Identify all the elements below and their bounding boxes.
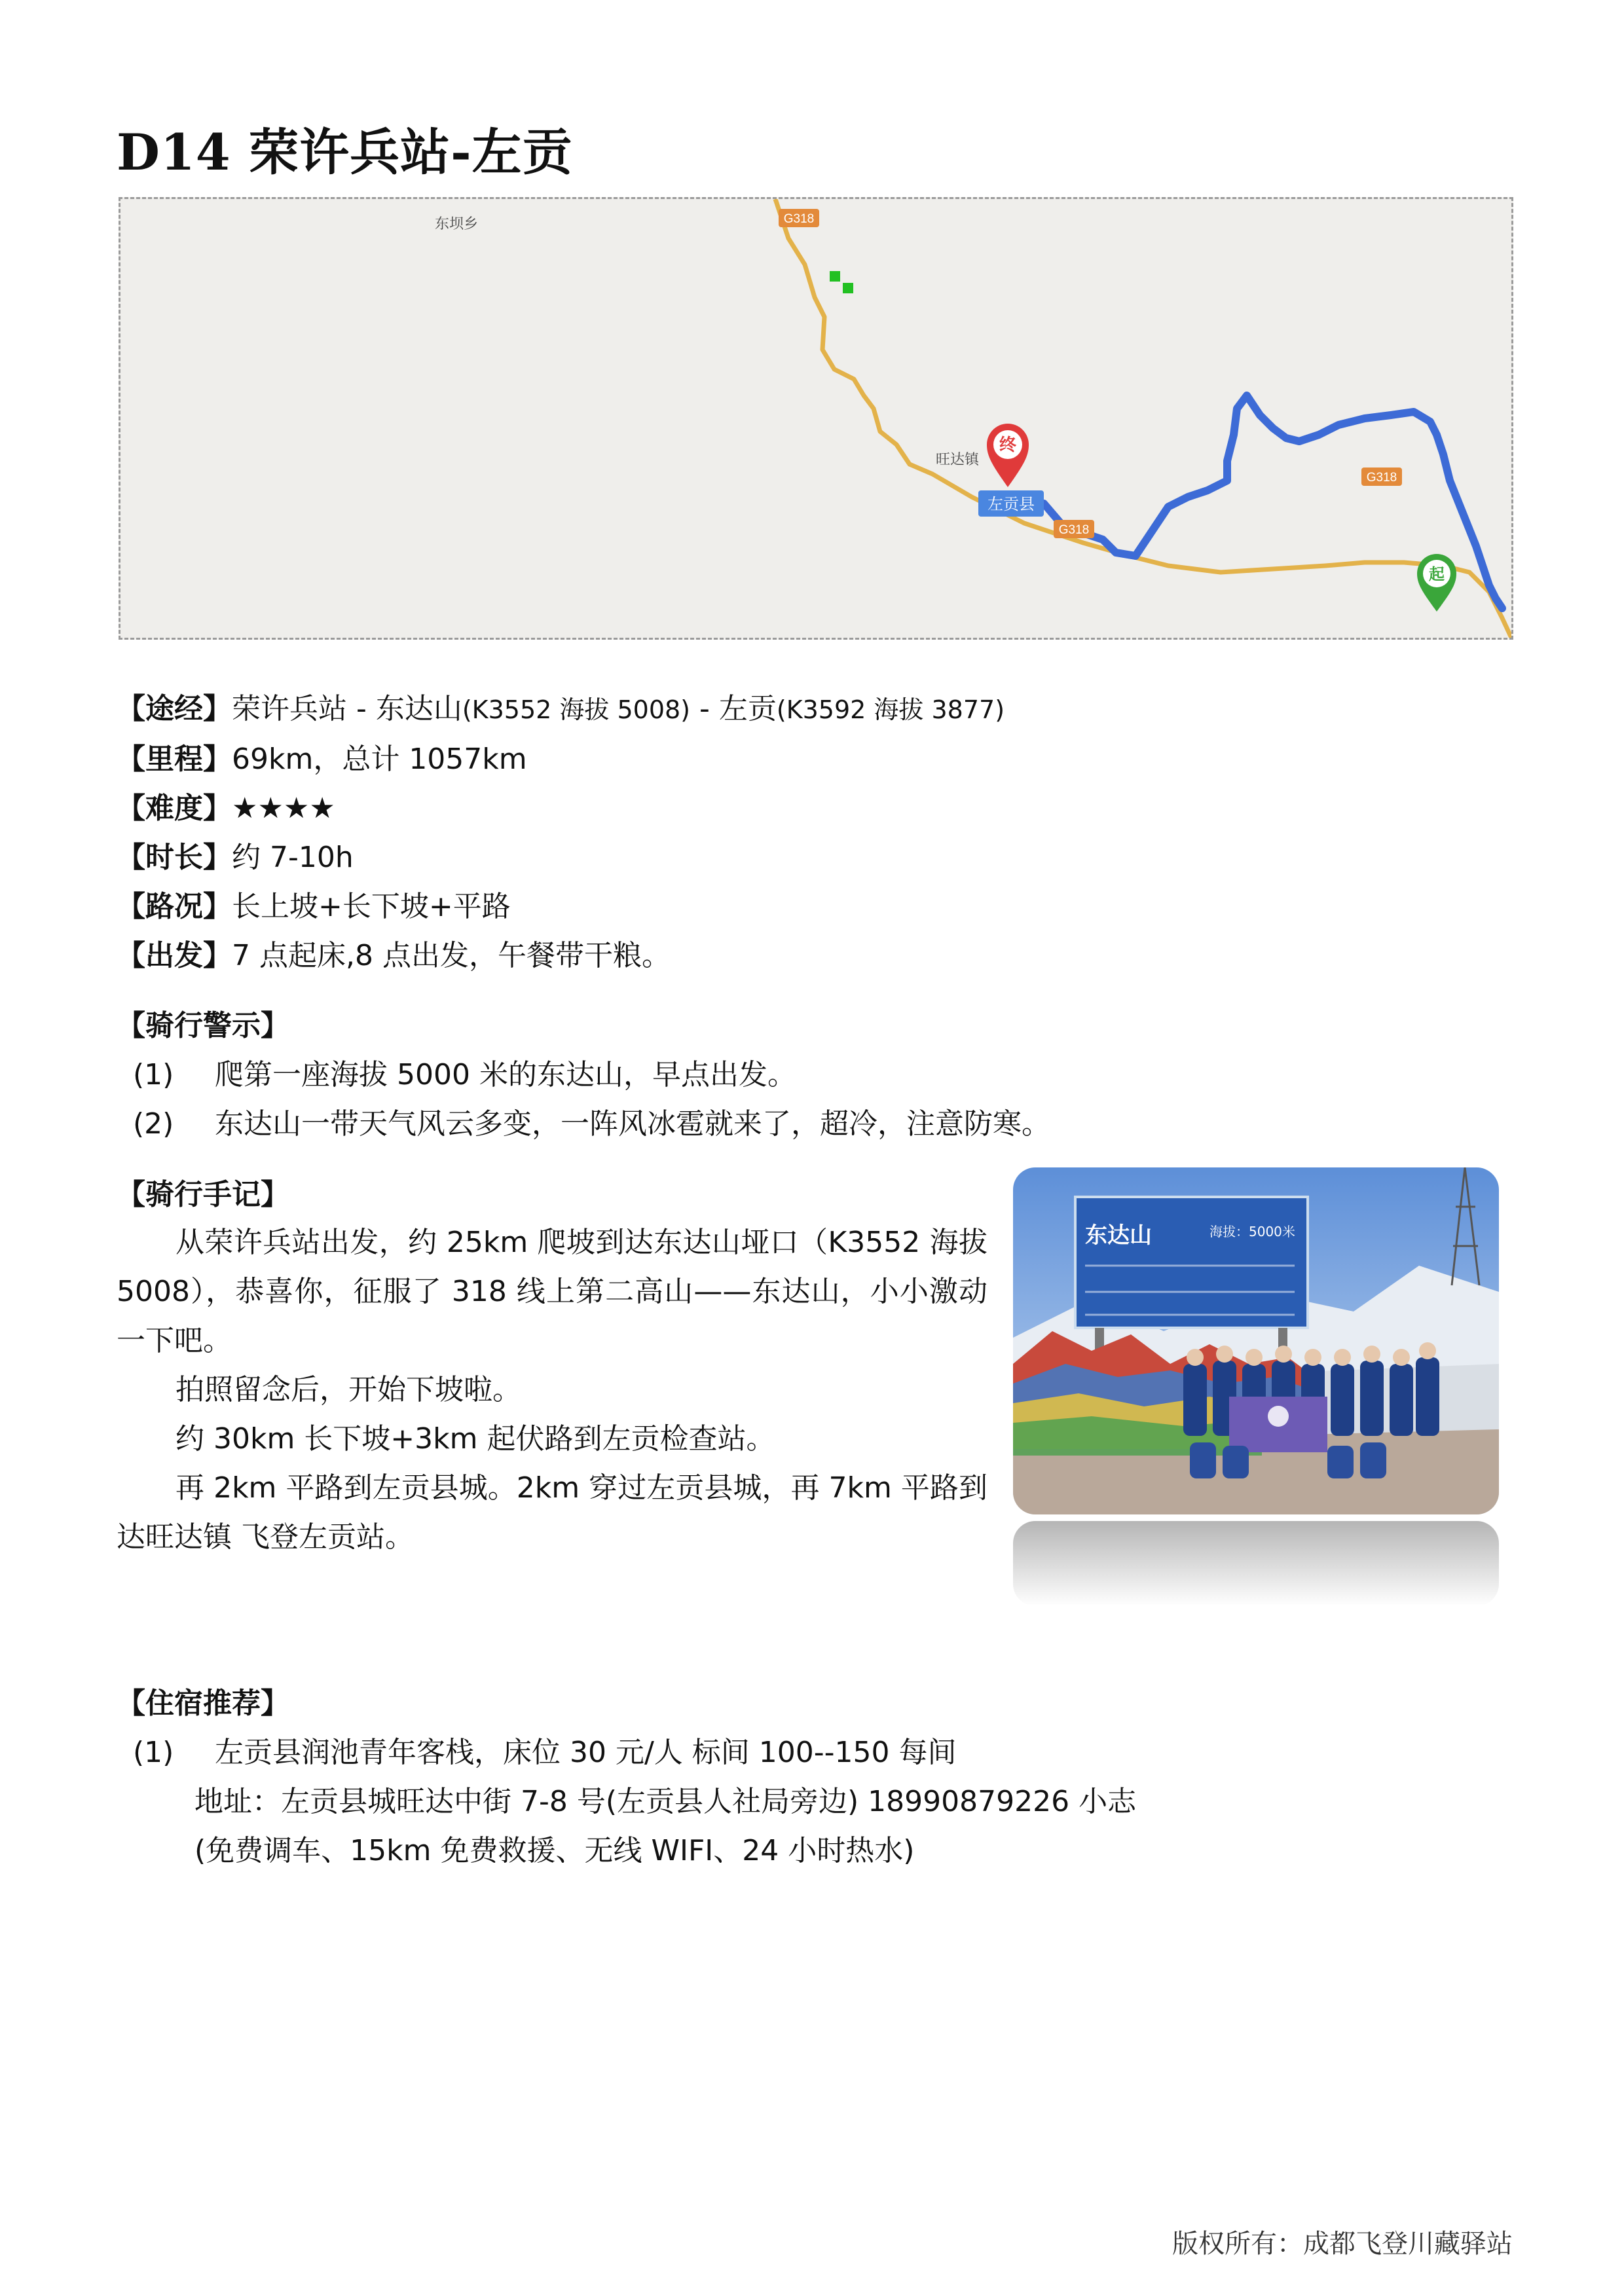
info-route-detail-2: (K3592 海拔 3877) — [776, 695, 1005, 724]
road-shield-bottom — [1054, 520, 1094, 538]
map-label-dongba: 东坝乡 — [435, 216, 479, 232]
warning-text: 爬第一座海拔 5000 米的东达山，早点出发。 — [215, 1058, 796, 1091]
lodging-item — [117, 1729, 956, 1770]
sign-altitude: 海拔：5000米 — [1209, 1224, 1295, 1239]
svg-text:G318: G318 — [1366, 471, 1397, 485]
info-duration-text: 约 7-10h — [232, 841, 354, 874]
copyright-footer: 版权所有：成都飞登川藏驿站 — [1172, 2229, 1513, 2259]
diary-paragraph: 约 30km 长下坡+3km 起伏路到左贡检查站。 — [175, 1422, 775, 1456]
info-distance-label: 【里程】 — [117, 743, 232, 776]
start-marker-icon[interactable] — [1417, 554, 1456, 612]
warning-text: 东达山一带天气风云多变，一阵风冰雹就来了，超冷，注意防寒。 — [215, 1107, 1050, 1141]
info-depart-text: 7 点起床,8 点出发，午餐带干粮。 — [232, 939, 671, 972]
sign-title: 东达山 — [1085, 1222, 1152, 1249]
info-route-mid: - 左贡 — [690, 692, 777, 725]
map-poi-marker — [843, 283, 853, 293]
info-route-text: 荣许兵站 - 东达山 — [232, 692, 462, 725]
diary-body — [117, 1218, 987, 1562]
svg-text:左贡县: 左贡县 — [987, 495, 1035, 513]
diary-paragraph: 从荣许兵站出发，约 25km 爬坡到达东达山垭口（K3552 海拔 5008），恭喜你，征服了 318 线上第二高山——东达山，小小激动一下吧。 — [117, 1226, 987, 1357]
info-road-label: 【路况】 — [117, 890, 232, 923]
warning-number: (2) — [133, 1107, 174, 1141]
diary-paragraph: 拍照留念后，开始下坡啦。 — [175, 1373, 521, 1406]
svg-text:终: 终 — [999, 435, 1017, 455]
warning-item — [117, 1051, 796, 1093]
photo-illustration — [1013, 1167, 1499, 1514]
map-poi-marker — [830, 271, 840, 282]
info-depart — [117, 931, 1005, 980]
lodging-services: (免费调车、15km 免费救援、无线 WIFI、24 小时热水) — [194, 1834, 915, 1867]
info-depart-label: 【出发】 — [117, 939, 232, 972]
svg-text:起: 起 — [1429, 565, 1445, 583]
map-label-wangda: 旺达镇 — [936, 452, 980, 468]
route-info — [117, 684, 1005, 980]
info-route — [117, 684, 1005, 735]
info-road — [117, 882, 1005, 931]
info-route-detail-1: (K3552 海拔 5008) — [462, 695, 691, 724]
info-route-label: 【途经】 — [117, 692, 232, 725]
photo-reflection — [1013, 1521, 1499, 1606]
info-difficulty — [117, 784, 1005, 833]
info-duration — [117, 833, 1005, 882]
route-map[interactable] — [119, 197, 1513, 640]
route-map-canvas — [120, 199, 1511, 638]
warnings-heading: 【骑行警示】 — [117, 1009, 289, 1042]
info-distance-text: 69km，总计 1057km — [232, 743, 527, 776]
group-photo — [1013, 1167, 1499, 1613]
diary-heading: 【骑行手记】 — [117, 1178, 289, 1211]
info-road-text: 长上坡+长下坡+平路 — [232, 890, 511, 923]
end-marker-icon[interactable] — [987, 424, 1029, 487]
info-difficulty-label: 【难度】 — [117, 792, 232, 825]
svg-text:G318: G318 — [783, 212, 815, 226]
info-distance — [117, 735, 1005, 784]
warning-item — [117, 1100, 1050, 1142]
lodging-name: 左贡县润池青年客栈，床位 30 元/人 标间 100--150 每间 — [215, 1736, 957, 1769]
group-photo-image — [1013, 1167, 1499, 1514]
map-label-zuogong — [978, 490, 1044, 517]
road-shield-right — [1361, 468, 1402, 486]
road-g318 — [775, 199, 1511, 638]
page-title: D14 荣许兵站-左贡 — [117, 123, 573, 181]
info-duration-label: 【时长】 — [117, 841, 232, 874]
warning-number: (1) — [133, 1058, 174, 1091]
lodging-number: (1) — [133, 1736, 174, 1769]
road-shield-top — [779, 209, 819, 227]
diary-paragraph: 再 2km 平路到左贡县城。2km 穿过左贡县城，再 7km 平路到达旺达镇 飞登左贡站。 — [117, 1471, 987, 1554]
svg-text:G318: G318 — [1058, 523, 1090, 537]
lodging-address: 地址：左贡县城旺达中街 7-8 号(左贡县人社局旁边) 18990879226 小志 — [194, 1785, 1137, 1818]
difficulty-stars: ★★★★ — [232, 792, 335, 825]
lodging-heading: 【住宿推荐】 — [117, 1687, 289, 1720]
